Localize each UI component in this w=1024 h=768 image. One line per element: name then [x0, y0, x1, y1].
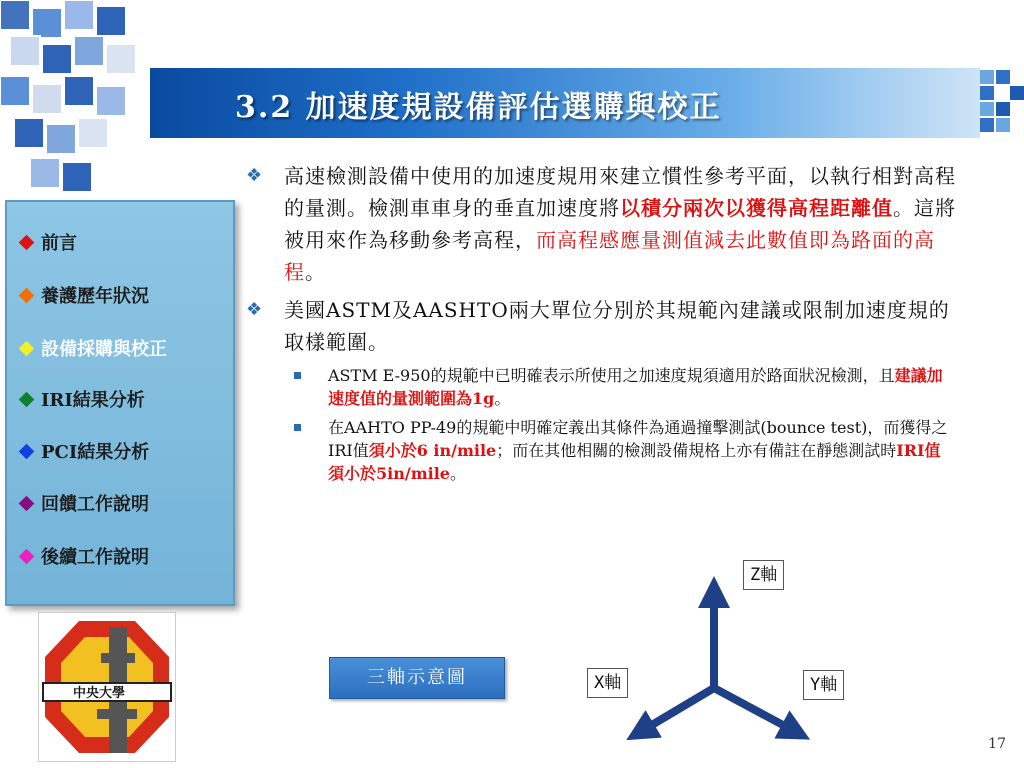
sub-bullet-aashto [246, 416, 948, 485]
text: 美國ASTM及AASHTO兩大單位分別於其規範內建議或限制加速度規的取樣範圍。 [284, 298, 950, 354]
page-number: 17 [988, 736, 1006, 752]
text: 。 [449, 464, 466, 483]
y-axis-arrow [714, 688, 796, 732]
x-axis-arrow [640, 688, 714, 732]
text: 。 [494, 389, 511, 408]
sub-bullet-astm [246, 364, 948, 410]
x-axis-label: X軸 [587, 668, 628, 698]
sidebar-item-maintenance-history[interactable] [17, 280, 149, 310]
sidebar-item-label: 後續工作說明 [41, 547, 149, 568]
university-logo [38, 612, 176, 762]
axis-diagram-button[interactable]: 三軸示意圖 [329, 657, 505, 699]
square-bullet-icon [294, 424, 301, 431]
diamond-icon [19, 340, 35, 356]
corner-decoration [976, 66, 1024, 136]
diamond-bullet-icon: ❖ [246, 165, 264, 186]
diamond-icon [19, 391, 35, 407]
sidebar-item-label: PCI結果分析 [41, 442, 150, 463]
square-bullet-icon [294, 372, 301, 379]
sidebar-item-pci[interactable] [17, 436, 149, 466]
diamond-icon [19, 287, 35, 303]
z-axis-label: Z軸 [743, 560, 784, 590]
sidebar-item-equipment[interactable] [17, 333, 167, 363]
slide-title: 3.2 加速度規設備評估選購與校正 [235, 90, 722, 125]
bullet-accelerometer [246, 160, 966, 288]
diamond-icon [19, 234, 35, 250]
three-axis-arrows [600, 570, 840, 768]
sidebar-item-label: 回饋工作說明 [41, 494, 149, 515]
sidebar-item-iri[interactable] [17, 384, 145, 414]
sidebar-nav [5, 200, 235, 606]
y-axis-label: Y軸 [803, 670, 844, 700]
sidebar-item-intro[interactable] [17, 227, 77, 257]
sidebar-item-label: 設備採購與校正 [41, 339, 167, 360]
diamond-bullet-icon: ❖ [246, 299, 264, 320]
highlight-text: IRI值須小於5in/mile [328, 441, 941, 483]
diamond-icon [19, 443, 35, 459]
highlight-text: 建議加速度值的量測範圍為1g [328, 366, 943, 408]
text: 高速檢測設備中使用的加速度規用來建立慣性參考平面，以執行相對高程的量測。檢測車車身的垂直加速度將 [284, 164, 956, 220]
diamond-icon [19, 548, 35, 564]
main-content [246, 160, 966, 491]
logo-text: 中央大學 [73, 686, 126, 701]
text: ASTM E-950的規範中已明確表示所使用之加速度規須適用於路面狀況檢測，且 [328, 366, 895, 385]
diamond-icon [19, 495, 35, 511]
sidebar-item-followup[interactable] [17, 541, 149, 571]
sidebar-item-label: IRI結果分析 [41, 390, 145, 411]
highlight-text: 須小於6 in/mile [368, 441, 497, 460]
highlight-text: 以積分兩次以獲得高程距離值 [620, 196, 893, 220]
text: 。這將被用來作為移動參考高程， [284, 196, 956, 252]
sidebar-item-feedback[interactable] [17, 488, 149, 518]
text: 在AAHTO PP-49的規範中明確定義出其條件為通過撞擊測試(bounce test)，而獲得之IRI值 [328, 418, 948, 460]
sidebar-item-label: 養護歷年狀況 [41, 286, 149, 307]
highlight-text: 而高程感應量測值減去此數值即為路面的高程 [284, 228, 935, 284]
text: 。 [305, 260, 326, 284]
sidebar-item-label: 前言 [41, 233, 77, 254]
text: ；而在其他相關的檢測設備規格上亦有備註在靜態測試時 [496, 441, 897, 460]
bullet-standards [246, 294, 966, 358]
